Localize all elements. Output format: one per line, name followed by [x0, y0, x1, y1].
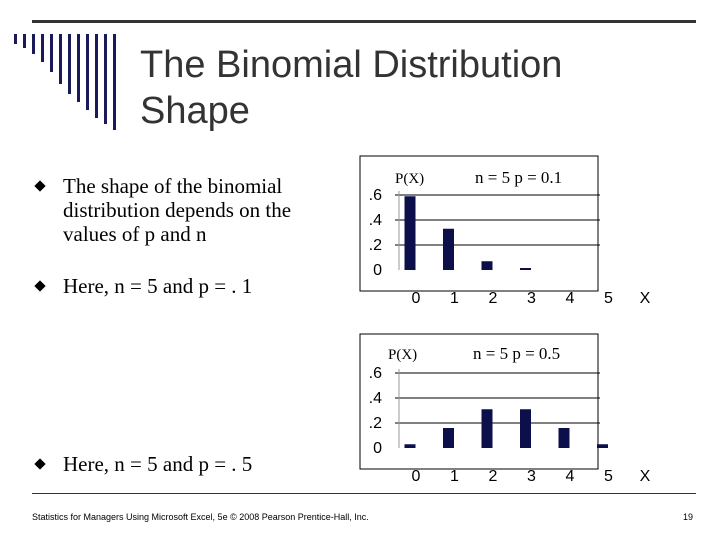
bullet-shape-depends [36, 174, 336, 246]
bar [443, 428, 454, 448]
bullet-text: Here, n = 5 and p = . 5 [63, 452, 253, 476]
x-tick-label: 3 [527, 290, 536, 307]
bar [597, 444, 608, 448]
x-tick-label: 5 [604, 290, 613, 307]
bullet-text: Here, n = 5 and p = . 1 [63, 274, 253, 298]
bottom-rule [32, 493, 696, 494]
bar [443, 229, 454, 270]
title-line-2: Shape [140, 90, 250, 132]
bar [482, 261, 493, 270]
y-tick-label: .4 [368, 390, 382, 407]
y-axis-label: P(X) [388, 347, 418, 363]
x-tick-label: 0 [411, 468, 421, 485]
x-tick-label: 2 [488, 468, 498, 485]
x-tick-label: 5 [604, 468, 613, 485]
y-tick-label: .6 [368, 187, 382, 204]
y-tick-label: .6 [368, 365, 382, 382]
x-tick-label: 2 [488, 290, 498, 307]
top-rule [32, 20, 696, 23]
bar [405, 444, 416, 448]
y-axis-label: P(X) [395, 171, 425, 187]
y-tick-label: 0 [373, 262, 382, 279]
bar [520, 409, 531, 448]
binomial-chart-p01 [355, 155, 680, 315]
bar [520, 268, 531, 270]
bar [559, 428, 570, 448]
bullet-text: The shape of the binomial distribution depends on the values of p and n [63, 174, 292, 246]
title-line-1: The Binomial Distribution [140, 44, 563, 86]
x-tick-label: 1 [450, 468, 459, 485]
y-tick-label: .4 [368, 212, 382, 229]
chart-title: n = 5 p = 0.5 [473, 344, 561, 363]
chart-title: n = 5 p = 0.1 [475, 168, 563, 187]
y-tick-label: .2 [368, 415, 382, 432]
page-number: 19 [683, 512, 694, 522]
y-tick-label: 0 [373, 440, 382, 457]
slide-title [140, 42, 660, 134]
x-tick-label: 3 [527, 468, 536, 485]
x-tick-label: 1 [450, 290, 459, 307]
bar [405, 196, 416, 270]
y-tick-label: .2 [368, 237, 382, 254]
x-tick-label: 0 [411, 290, 421, 307]
bar [482, 409, 493, 448]
bullet-icon [34, 458, 45, 469]
x-tick-label: 4 [565, 290, 575, 307]
x-axis-label: X [639, 290, 651, 307]
binomial-chart-p05 [355, 333, 680, 493]
bullet-icon [34, 280, 45, 291]
x-tick-label: 4 [565, 468, 575, 485]
decorative-bars [14, 34, 134, 154]
footer-text: Statistics for Managers Using Microsoft Excel, 5e © 2008 Pearson Prentice-Hall, Inc. [32, 512, 369, 522]
bullet-n5-p01 [36, 274, 336, 298]
bullet-n5-p05 [36, 452, 336, 476]
x-axis-label: X [639, 468, 651, 485]
bullet-icon [34, 180, 45, 191]
